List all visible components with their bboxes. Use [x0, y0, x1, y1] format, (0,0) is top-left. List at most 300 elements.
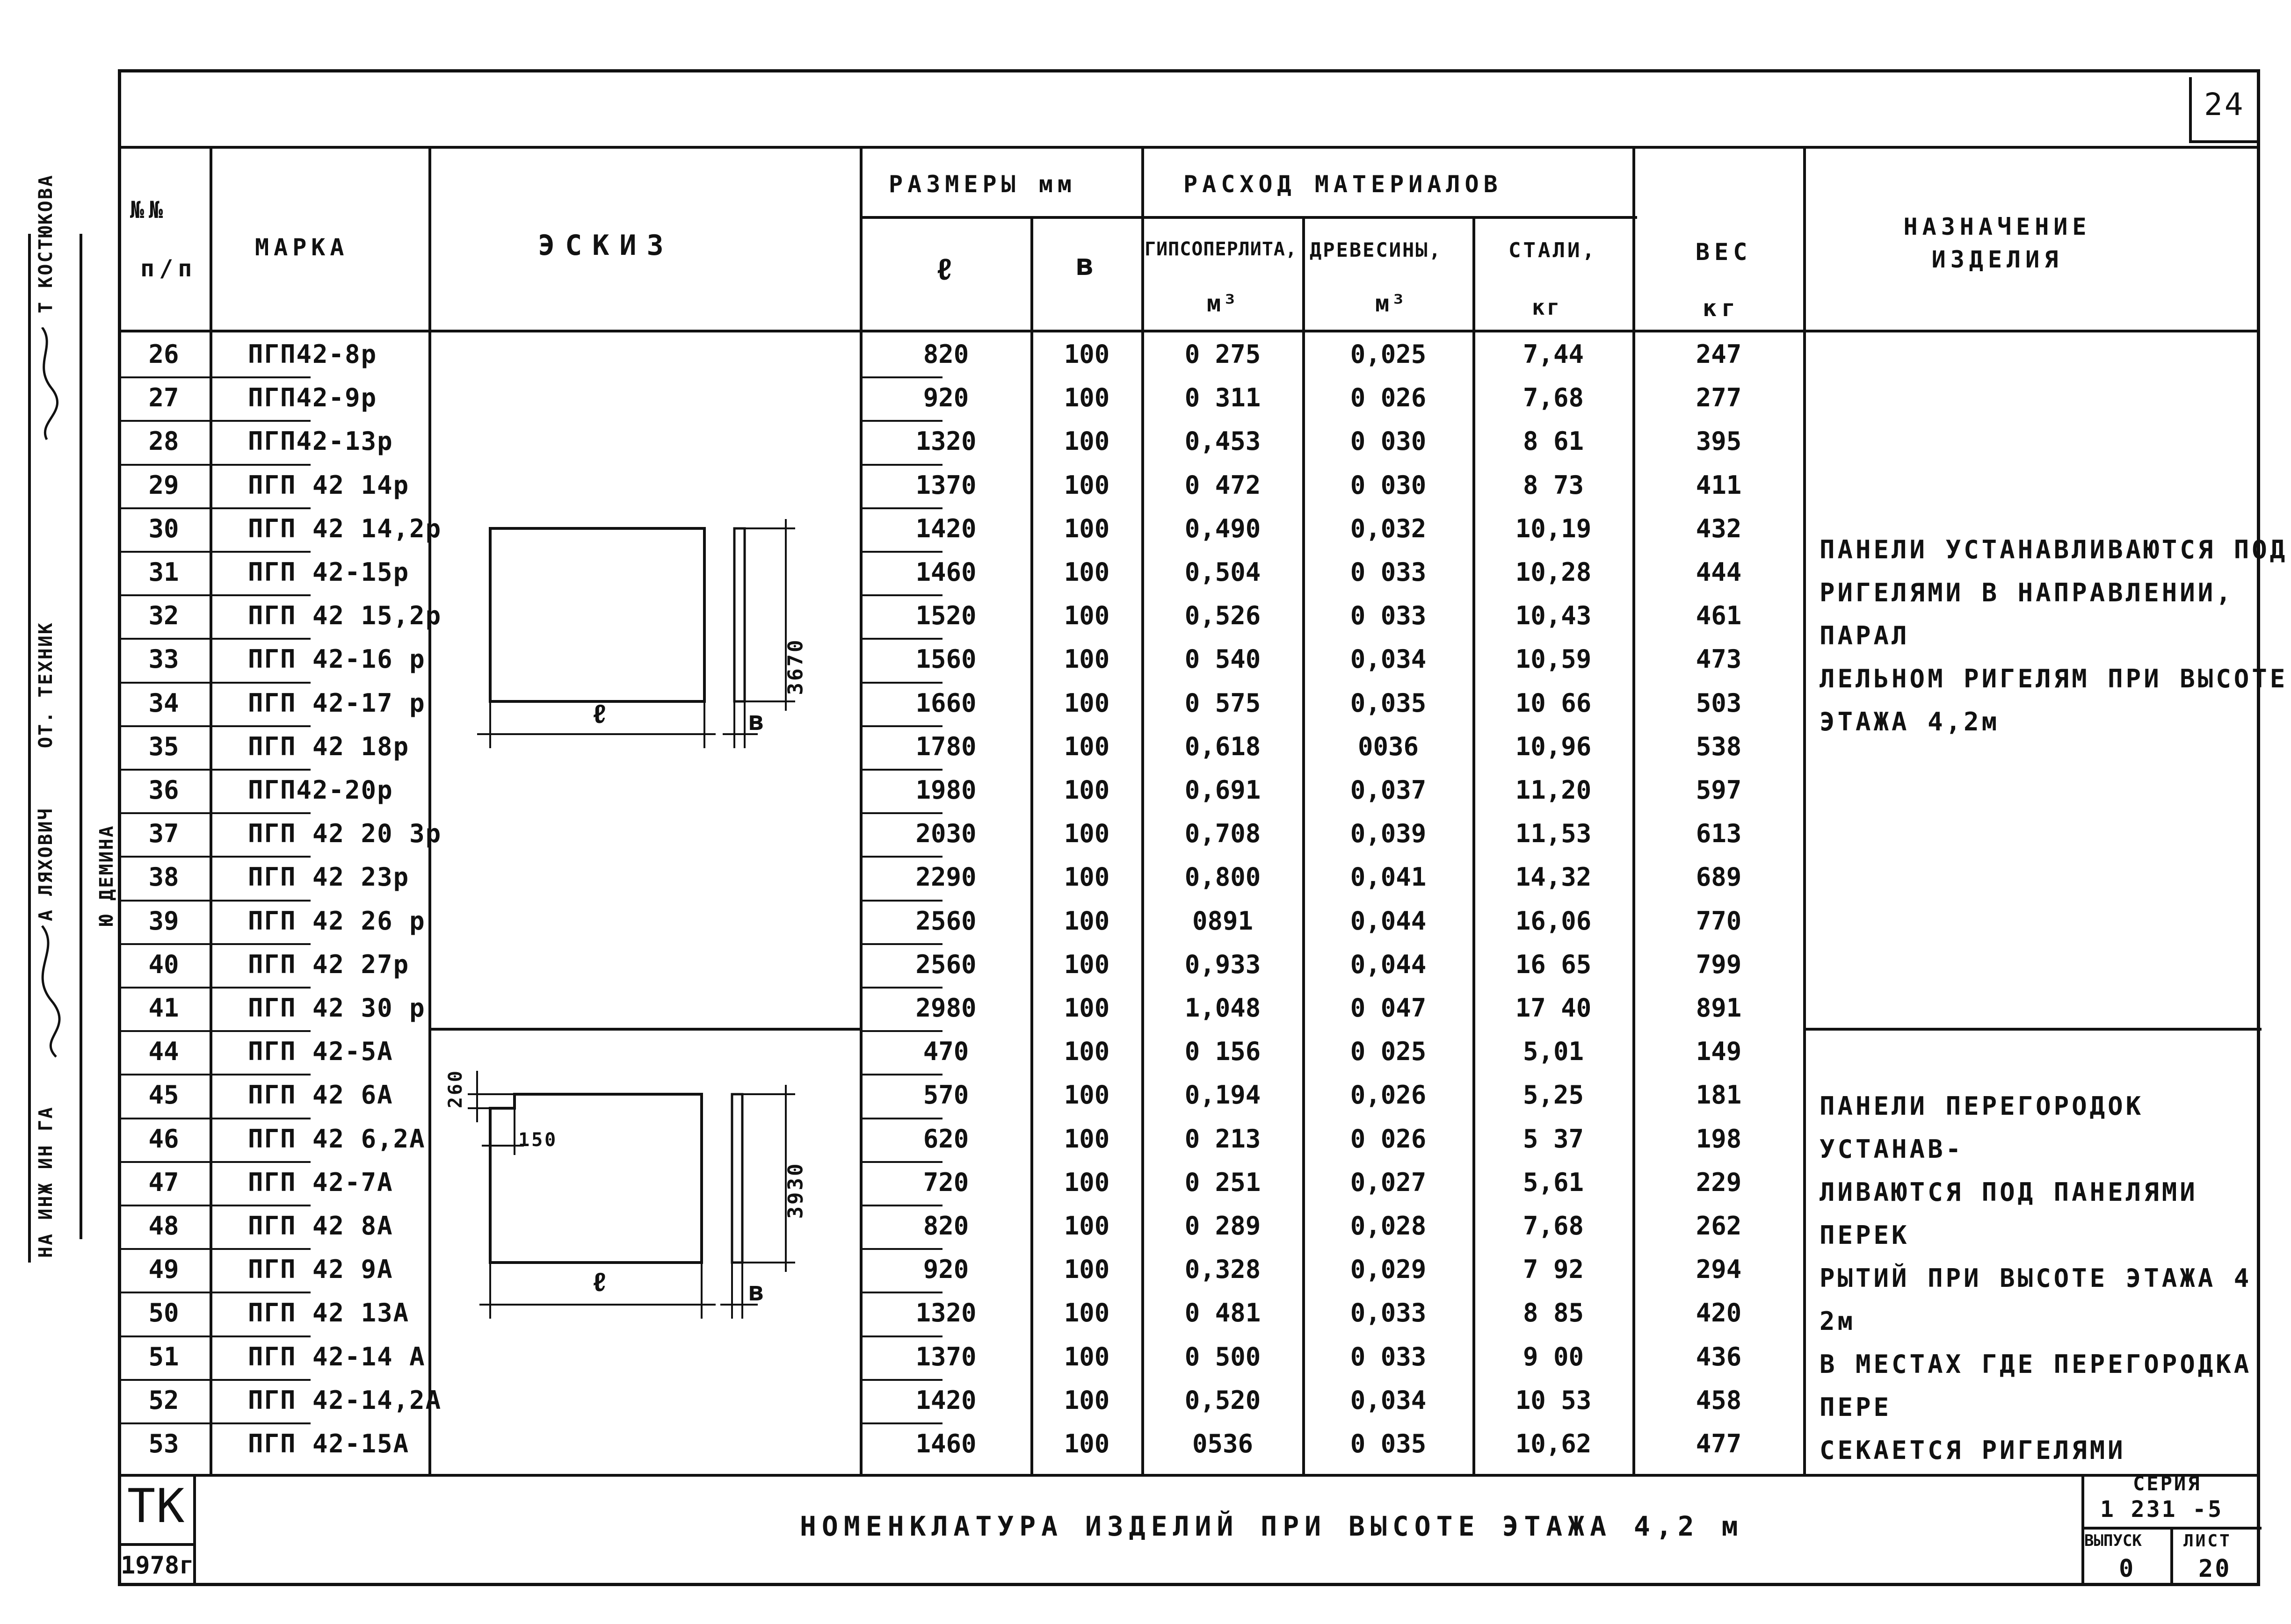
cell-l: 2030 [915, 819, 977, 849]
row-divider [118, 420, 311, 422]
cell-n: 40 [148, 949, 179, 979]
cell-weight: 477 [1696, 1429, 1742, 1458]
cell-mark: ПГП 42-15р [248, 557, 410, 587]
cell-steel: 16,06 [1515, 906, 1592, 936]
cell-b: 100 [1064, 339, 1110, 369]
cell-steel: 10,43 [1515, 601, 1592, 631]
signature-marks [28, 327, 89, 1122]
cell-weight: 444 [1696, 557, 1742, 587]
sketch1-l: ℓ [592, 699, 609, 729]
cell-wood: 0,025 [1350, 339, 1427, 369]
cell-n: 53 [148, 1429, 179, 1458]
row-divider [861, 1248, 942, 1250]
row-divider [118, 1205, 311, 1206]
cell-l: 2980 [915, 993, 977, 1023]
cell-weight: 420 [1696, 1298, 1742, 1328]
cell-l: 820 [923, 1211, 969, 1241]
row-divider [118, 1074, 311, 1075]
cell-n: 37 [148, 819, 179, 849]
cell-n: 30 [148, 513, 179, 543]
cell-steel: 5,25 [1522, 1080, 1584, 1110]
cell-l: 1370 [915, 1342, 977, 1371]
cell-weight: 411 [1696, 470, 1742, 500]
cell-mark: ПГП42-20р [248, 775, 393, 805]
cell-gips: 0 540 [1184, 644, 1261, 674]
row-divider [118, 507, 311, 509]
cell-l: 1320 [915, 426, 977, 456]
row-divider [861, 464, 942, 466]
cell-l: 1460 [915, 1429, 977, 1458]
row-divider [118, 725, 311, 727]
cell-weight: 181 [1696, 1080, 1742, 1110]
cell-b: 100 [1064, 1429, 1110, 1458]
cell-l: 720 [923, 1167, 969, 1197]
cell-wood: 0,033 [1350, 1298, 1427, 1328]
row-divider [861, 769, 942, 771]
footer-org: ТК [127, 1479, 186, 1533]
cell-gips: 0 575 [1184, 688, 1261, 718]
header-materials: РАСХОД МАТЕРИАЛОВ [1183, 171, 1502, 198]
row-divider [861, 856, 942, 858]
cell-gips: 0,691 [1184, 775, 1261, 805]
row-divider [861, 1335, 942, 1337]
cell-n: 29 [148, 470, 179, 500]
cell-n: 51 [148, 1342, 179, 1371]
cell-gips: 0536 [1192, 1429, 1254, 1458]
cell-steel: 11,53 [1515, 819, 1592, 849]
header-gips-unit: м³ [1207, 290, 1239, 317]
cell-mark: ПГП 42-5А [248, 1037, 393, 1067]
cell-l: 470 [923, 1037, 969, 1067]
cell-gips: 0,328 [1184, 1255, 1261, 1285]
cell-gips: 0,520 [1184, 1385, 1261, 1415]
row-divider [861, 682, 942, 684]
row-divider [861, 1379, 942, 1381]
cell-n: 52 [148, 1385, 179, 1415]
cell-wood: 0036 [1357, 731, 1419, 761]
cell-l: 2560 [915, 906, 977, 936]
row-divider [118, 638, 311, 640]
cell-b: 100 [1064, 688, 1110, 718]
row-divider [118, 1030, 311, 1032]
cell-weight: 458 [1696, 1385, 1742, 1415]
header-wood-unit: м³ [1375, 290, 1407, 317]
cell-mark: ПГП 42 14,2р [248, 513, 442, 543]
cell-weight: 294 [1696, 1255, 1742, 1285]
cell-b: 100 [1064, 1342, 1110, 1371]
row-divider [118, 1161, 311, 1163]
cell-mark: ПГП 42-14,2А [248, 1385, 442, 1415]
cell-wood: 0 026 [1350, 383, 1427, 413]
cell-weight: 262 [1696, 1211, 1742, 1241]
row-divider [861, 987, 942, 989]
cell-b: 100 [1064, 557, 1110, 587]
cell-mark: ПГП 42 13А [248, 1298, 410, 1328]
cell-gips: 0 472 [1184, 470, 1261, 500]
cell-wood: 0,032 [1350, 513, 1427, 543]
row-divider [118, 1422, 311, 1424]
cell-b: 100 [1064, 1124, 1110, 1154]
cell-mark: ПГП42-8р [248, 339, 377, 369]
header-gips: ГИПСОПЕРЛИТА, [1145, 238, 1298, 260]
cell-weight: 891 [1696, 993, 1742, 1023]
cell-l: 1460 [915, 557, 977, 587]
cell-n: 45 [148, 1080, 179, 1110]
cell-n: 32 [148, 601, 179, 631]
cell-b: 100 [1064, 426, 1110, 456]
cell-gips: 0,504 [1184, 557, 1261, 587]
side-stamp-role2: ОТ. ТЕХНИК [35, 621, 57, 748]
cell-l: 920 [923, 1255, 969, 1285]
header-wood: ДРЕВЕСИНЫ, [1310, 238, 1442, 261]
cell-l: 2560 [915, 949, 977, 979]
cell-mark: ПГП 42 26 р [248, 906, 426, 936]
sketch-panel-r [468, 514, 823, 758]
row-divider [861, 376, 942, 378]
cell-l: 1780 [915, 731, 977, 761]
cell-mark: ПГП 42 23р [248, 862, 410, 892]
cell-wood: 0 033 [1350, 1342, 1427, 1371]
cell-mark: ПГП 42-14 А [248, 1342, 426, 1371]
cell-b: 100 [1064, 601, 1110, 631]
sketch1-height: 3670 [783, 638, 808, 695]
cell-weight: 436 [1696, 1342, 1742, 1371]
footer-issue-value: 0 [2119, 1555, 2136, 1583]
cell-gips: 0 251 [1184, 1167, 1261, 1197]
cell-gips: 0 289 [1184, 1211, 1261, 1241]
row-divider [861, 594, 942, 596]
row-divider [861, 1205, 942, 1206]
cell-weight: 613 [1696, 819, 1742, 849]
cell-l: 620 [923, 1124, 969, 1154]
cell-b: 100 [1064, 1080, 1110, 1110]
cell-mark: ПГП 42-16 р [248, 644, 426, 674]
cell-b: 100 [1064, 470, 1110, 500]
cell-wood: 0,026 [1350, 1080, 1427, 1110]
cell-gips: 0,453 [1184, 426, 1261, 456]
header-num: №№ [130, 196, 168, 224]
cell-n: 36 [148, 775, 179, 805]
cell-l: 570 [923, 1080, 969, 1110]
cell-n: 31 [148, 557, 179, 587]
cell-n: 47 [148, 1167, 179, 1197]
cell-steel: 17 40 [1515, 993, 1592, 1023]
cell-l: 1660 [915, 688, 977, 718]
row-divider [118, 376, 311, 378]
cell-n: 41 [148, 993, 179, 1023]
cell-wood: 0 033 [1350, 601, 1427, 631]
cell-mark: ПГП 42-17 р [248, 688, 426, 718]
cell-wood: 0 030 [1350, 426, 1427, 456]
footer-series-label: СЕРИЯ [2133, 1472, 2202, 1495]
header-steel: СТАЛИ, [1508, 238, 1597, 262]
header-num-sub: п/п [140, 255, 197, 282]
purpose-group2: ПАНЕЛИ ПЕРЕГОРОДОК УСТАНАВ- ЛИВАЮТСЯ ПОД ПАНЕЛЯМИ ПЕРЕК РЫТИЙ ПРИ ВЫСОТЕ ЭТАЖА 4 2м В МЕСТАХ ГДЕ ПЕРЕГОРОДКА ПЕРЕ СЕКАЕТСЯ РИГЕЛЯМИ [1820, 1091, 2252, 1465]
cell-steel: 8 73 [1522, 470, 1584, 500]
cell-weight: 503 [1696, 688, 1742, 718]
row-divider [118, 1248, 311, 1250]
row-divider [118, 856, 311, 858]
cell-wood: 0,041 [1350, 862, 1427, 892]
sketch2-height: 3930 [783, 1162, 808, 1219]
row-divider [118, 464, 311, 466]
cell-wood: 0 033 [1350, 557, 1427, 587]
row-divider [861, 1422, 942, 1424]
cell-l: 1560 [915, 644, 977, 674]
row-divider [118, 1292, 311, 1293]
purpose-group1: ПАНЕЛИ УСТАНАВЛИВАЮТСЯ ПОД РИГЕЛЯМИ В НАПРАВЛЕНИИ, ПАРАЛ ЛЕЛЬНОМ РИГЕЛЯМ ПРИ ВЫСОТЕ ЭТАЖА 4,2м [1820, 535, 2288, 736]
row-divider [861, 551, 942, 553]
row-divider [118, 551, 311, 553]
cell-n: 44 [148, 1037, 179, 1067]
cell-weight: 538 [1696, 731, 1742, 761]
cell-b: 100 [1064, 993, 1110, 1023]
cell-b: 100 [1064, 1037, 1110, 1067]
header-weight: ВЕС [1696, 238, 1752, 266]
cell-mark: ПГП 42-15А [248, 1429, 410, 1458]
cell-mark: ПГП42-9р [248, 383, 377, 413]
cell-wood: 0,034 [1350, 1385, 1427, 1415]
cell-wood: 0 025 [1350, 1037, 1427, 1067]
cell-b: 100 [1064, 513, 1110, 543]
cell-mark: ПГП 42 14р [248, 470, 410, 500]
row-divider [118, 987, 311, 989]
cell-b: 100 [1064, 862, 1110, 892]
cell-wood: 0 030 [1350, 470, 1427, 500]
cell-gips: 0 275 [1184, 339, 1261, 369]
cell-steel: 7,44 [1522, 339, 1584, 369]
cell-steel: 16 65 [1515, 949, 1592, 979]
side-stamp-role1: НА ИНЖ ИН ГА [35, 1106, 57, 1258]
header-mark: МАРКА [255, 234, 349, 261]
cell-weight: 597 [1696, 775, 1742, 805]
sketch2-l: ℓ [592, 1267, 609, 1298]
cell-wood: 0 035 [1350, 1429, 1427, 1458]
row-divider [118, 1118, 311, 1119]
cell-b: 100 [1064, 1255, 1110, 1285]
cell-n: 35 [148, 731, 179, 761]
cell-gips: 0 311 [1184, 383, 1261, 413]
footer-sheet-value: 20 [2198, 1555, 2232, 1583]
header-dims: РАЗМЕРЫ мм [889, 171, 1077, 198]
cell-b: 100 [1064, 383, 1110, 413]
header-weight-unit: кг [1703, 295, 1740, 322]
cell-n: 34 [148, 688, 179, 718]
cell-l: 1980 [915, 775, 977, 805]
cell-l: 1320 [915, 1298, 977, 1328]
cell-wood: 0,039 [1350, 819, 1427, 849]
cell-gips: 0,618 [1184, 731, 1261, 761]
row-divider [118, 900, 311, 902]
side-stamp-name2: Т КОСТЮКОВА [35, 174, 57, 313]
cell-steel: 5 37 [1522, 1124, 1584, 1154]
row-divider [118, 769, 311, 771]
cell-b: 100 [1064, 731, 1110, 761]
header-purpose: НАЗНАЧЕНИЕ ИЗДЕЛИЯ [1903, 213, 2091, 273]
cell-l: 820 [923, 339, 969, 369]
cell-gips: 0,800 [1184, 862, 1261, 892]
cell-gips: 0,490 [1184, 513, 1261, 543]
cell-steel: 10,28 [1515, 557, 1592, 587]
row-divider [118, 943, 311, 945]
row-divider [861, 900, 942, 902]
cell-mark: ПГП 42 20 3р [248, 819, 442, 849]
cell-steel: 10 66 [1515, 688, 1592, 718]
cell-steel: 10,59 [1515, 644, 1592, 674]
cell-n: 26 [148, 339, 179, 369]
sketch2-b: в [748, 1277, 766, 1307]
header-dim-l: ℓ [935, 253, 958, 287]
sheet-number: 24 [2204, 87, 2245, 123]
cell-n: 28 [148, 426, 179, 456]
row-divider [861, 1161, 942, 1163]
row-divider [118, 812, 311, 814]
cell-weight: 229 [1696, 1167, 1742, 1197]
cell-steel: 10 53 [1515, 1385, 1592, 1415]
cell-gips: 0 213 [1184, 1124, 1261, 1154]
footer-issue-label: ВЫПУСК [2084, 1531, 2142, 1550]
cell-b: 100 [1064, 949, 1110, 979]
cell-wood: 0,044 [1350, 949, 1427, 979]
side-stamp-name3: Ю ДЕМИНА [96, 824, 117, 926]
cell-weight: 198 [1696, 1124, 1742, 1154]
cell-l: 1420 [915, 1385, 977, 1415]
cell-wood: 0,044 [1350, 906, 1427, 936]
cell-gips: 0 500 [1184, 1342, 1261, 1371]
cell-steel: 14,32 [1515, 862, 1592, 892]
cell-l: 2290 [915, 862, 977, 892]
cell-n: 38 [148, 862, 179, 892]
cell-n: 48 [148, 1211, 179, 1241]
cell-steel: 10,62 [1515, 1429, 1592, 1458]
cell-n: 33 [148, 644, 179, 674]
footer-sheet-label: ЛИСТ [2183, 1531, 2232, 1551]
header-sketch: ЭСКИЗ [538, 229, 674, 262]
cell-steel: 10,19 [1515, 513, 1592, 543]
cell-mark: ПГП 42-7А [248, 1167, 393, 1197]
row-divider [118, 1335, 311, 1337]
cell-mark: ПГП 42 27р [248, 949, 410, 979]
sketch1-b: в [748, 706, 766, 736]
cell-steel: 7 92 [1522, 1255, 1584, 1285]
cell-l: 1520 [915, 601, 977, 631]
cell-mark: ПГП 42 30 р [248, 993, 426, 1023]
cell-b: 100 [1064, 1167, 1110, 1197]
cell-weight: 473 [1696, 644, 1742, 674]
cell-wood: 0,034 [1350, 644, 1427, 674]
row-divider [861, 1030, 942, 1032]
cell-mark: ПГП 42 15,2р [248, 601, 442, 631]
cell-gips: 0,708 [1184, 819, 1261, 849]
cell-l: 920 [923, 383, 969, 413]
cell-n: 46 [148, 1124, 179, 1154]
side-stamp-name1: А ЛЯХОВИЧ [35, 807, 57, 921]
cell-mark: ПГП 42 18р [248, 731, 410, 761]
row-divider [118, 594, 311, 596]
cell-l: 1370 [915, 470, 977, 500]
cell-steel: 5,61 [1522, 1167, 1584, 1197]
cell-weight: 432 [1696, 513, 1742, 543]
cell-weight: 799 [1696, 949, 1742, 979]
cell-steel: 9 00 [1522, 1342, 1584, 1371]
cell-gips: 0 481 [1184, 1298, 1261, 1328]
cell-steel: 10,96 [1515, 731, 1592, 761]
cell-weight: 277 [1696, 383, 1742, 413]
cell-gips: 0 156 [1184, 1037, 1261, 1067]
cell-weight: 770 [1696, 906, 1742, 936]
cell-n: 39 [148, 906, 179, 936]
row-divider [861, 420, 942, 422]
cell-b: 100 [1064, 644, 1110, 674]
cell-steel: 7,68 [1522, 383, 1584, 413]
cell-n: 50 [148, 1298, 179, 1328]
row-divider [861, 1074, 942, 1075]
cell-mark: ПГП 42 6А [248, 1080, 393, 1110]
header-steel-unit: кг [1532, 295, 1562, 320]
cell-b: 100 [1064, 1211, 1110, 1241]
cell-weight: 149 [1696, 1037, 1742, 1067]
cell-mark: ПГП42-13р [248, 426, 393, 456]
cell-b: 100 [1064, 775, 1110, 805]
cell-steel: 8 85 [1522, 1298, 1584, 1328]
cell-n: 49 [148, 1255, 179, 1285]
cell-gips: 0,194 [1184, 1080, 1261, 1110]
cell-b: 100 [1064, 1385, 1110, 1415]
cell-steel: 8 61 [1522, 426, 1584, 456]
row-divider [118, 1379, 311, 1381]
header-dim-b: в [1076, 248, 1099, 282]
row-divider [861, 943, 942, 945]
cell-weight: 689 [1696, 862, 1742, 892]
cell-weight: 247 [1696, 339, 1742, 369]
row-divider [861, 1118, 942, 1119]
row-divider [861, 507, 942, 509]
sketch2-notch-w: 150 [518, 1129, 558, 1151]
cell-weight: 395 [1696, 426, 1742, 456]
cell-l: 1420 [915, 513, 977, 543]
cell-b: 100 [1064, 906, 1110, 936]
cell-wood: 0,028 [1350, 1211, 1427, 1241]
cell-wood: 0 047 [1350, 993, 1427, 1023]
cell-steel: 7,68 [1522, 1211, 1584, 1241]
cell-gips: 0,933 [1184, 949, 1261, 979]
row-divider [861, 812, 942, 814]
cell-steel: 11,20 [1515, 775, 1592, 805]
cell-wood: 0,035 [1350, 688, 1427, 718]
footer-series-value: 1 231 -5 [2100, 1496, 2224, 1523]
sketch2-notch-h: 260 [445, 1068, 467, 1109]
cell-b: 100 [1064, 1298, 1110, 1328]
cell-wood: 0,027 [1350, 1167, 1427, 1197]
footer-year: 1978г [121, 1552, 194, 1580]
footer-title: НОМЕНКЛАТУРА ИЗДЕЛИЙ ПРИ ВЫСОТЕ ЭТАЖА 4,2 м [800, 1510, 1744, 1542]
cell-wood: 0,029 [1350, 1255, 1427, 1285]
cell-mark: ПГП 42 9А [248, 1255, 393, 1285]
cell-gips: 0891 [1192, 906, 1254, 936]
cell-gips: 1,048 [1184, 993, 1261, 1023]
row-divider [861, 1292, 942, 1293]
cell-gips: 0,526 [1184, 601, 1261, 631]
cell-n: 27 [148, 383, 179, 413]
cell-mark: ПГП 42 8А [248, 1211, 393, 1241]
cell-steel: 5,01 [1522, 1037, 1584, 1067]
row-divider [118, 682, 311, 684]
cell-wood: 0,037 [1350, 775, 1427, 805]
cell-b: 100 [1064, 819, 1110, 849]
cell-mark: ПГП 42 6,2А [248, 1124, 426, 1154]
cell-wood: 0 026 [1350, 1124, 1427, 1154]
row-divider [861, 638, 942, 640]
